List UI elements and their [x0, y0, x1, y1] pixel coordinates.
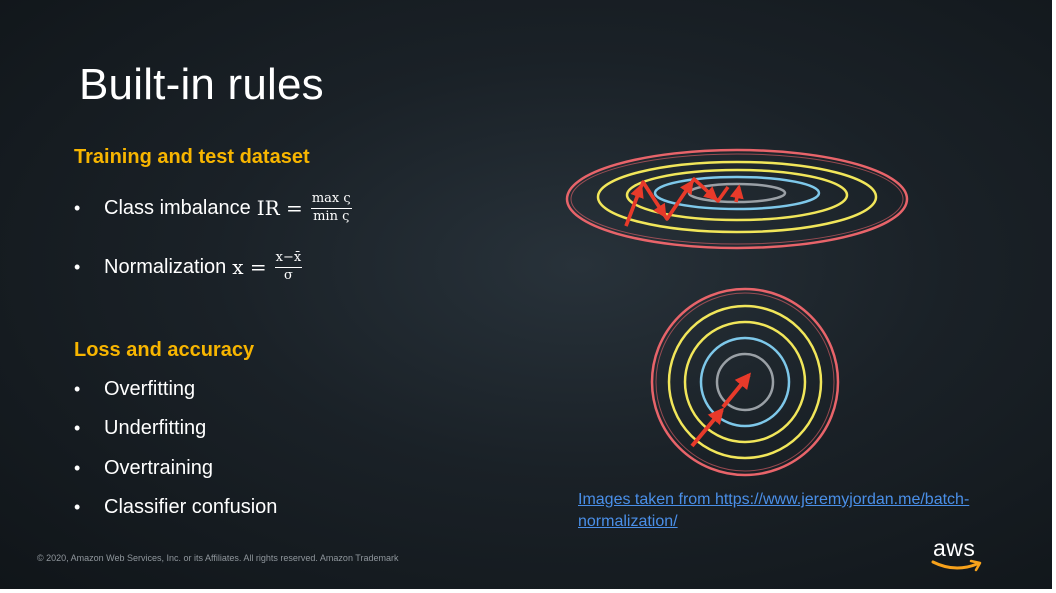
frame-border-right — [1052, 0, 1056, 593]
elongated-contour-plot — [567, 150, 907, 248]
bullet-dot: • — [74, 197, 81, 218]
bullet-label: Underfitting — [104, 417, 207, 439]
bullet-label: Overtraining — [104, 457, 213, 479]
bullet-dot: • — [74, 497, 81, 517]
fraction-denominator: min ς — [313, 208, 350, 224]
bullet-label: Overfitting — [104, 378, 196, 400]
fraction-numerator: max ς — [311, 192, 352, 209]
bullet-dot: • — [74, 379, 81, 399]
image-credit-link[interactable]: Images taken from https://www.jeremyjordan.me/batch-normalization/ — [578, 491, 970, 530]
circular-contour-plot — [652, 289, 838, 475]
aws-smile-icon — [931, 559, 985, 573]
bullet-label: Class imbalance — [104, 196, 251, 219]
section-heading-loss: Loss and accuracy — [74, 339, 255, 361]
bullet-dot: • — [74, 458, 81, 478]
copyright-footer: © 2020, Amazon Web Services, Inc. or its Affiliates. All rights reserved. Amazon Trademark — [37, 553, 399, 563]
formula-lhs: IR = — [256, 196, 303, 221]
bullet-label: Classifier confusion — [104, 496, 278, 518]
bullet-label: Normalization — [104, 255, 227, 278]
section-heading-training: Training and test dataset — [74, 146, 310, 168]
fraction-denominator: σ — [284, 267, 293, 283]
aws-logo-text: aws — [933, 535, 976, 561]
slide-title: Built-in rules — [79, 60, 324, 109]
frame-border-bottom — [0, 589, 1056, 593]
bullet-dot: • — [74, 256, 81, 277]
arrow-direct-2 — [723, 375, 749, 407]
arrow-5 — [736, 187, 739, 202]
arrow-3 — [667, 182, 692, 219]
formula-lhs: x = — [232, 255, 267, 280]
bullet-dot: • — [74, 418, 81, 438]
fraction-numerator: x−x̄ — [275, 251, 303, 268]
aws-logo — [933, 535, 975, 562]
